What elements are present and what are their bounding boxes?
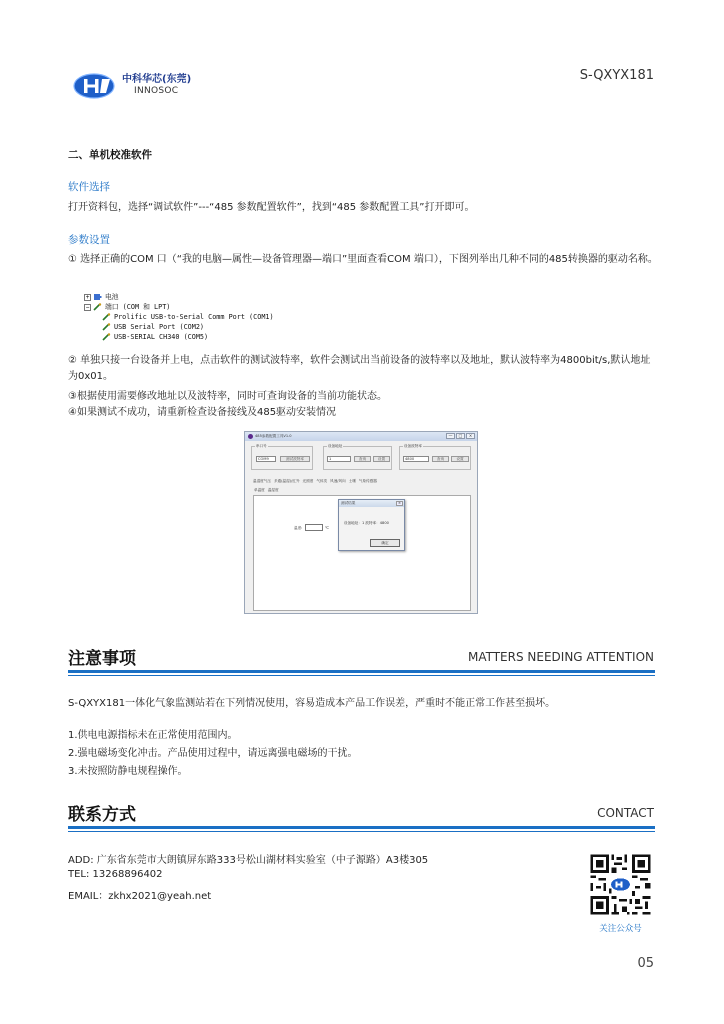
- contact-divider: [68, 826, 655, 832]
- company-logo: [72, 70, 191, 100]
- tab-content-panel: [253, 495, 471, 611]
- step-1-text: ① 选择正确的COM 口（“我的电脑—属性—设备管理器—端口”里面查看COM 端口），下图列举出几种不同的485转换器的驱动名称。: [68, 254, 658, 265]
- tree-label-com1: Prolific USB-to-Serial Comm Port (COM1): [114, 313, 274, 321]
- address-input: 1: [327, 456, 351, 462]
- tab-weather: 气象传感器: [358, 479, 377, 483]
- config-tool-screenshot: [244, 431, 478, 614]
- logo-english-name: INNOSOC: [134, 85, 179, 96]
- address-group-label: 设备地址: [328, 444, 343, 448]
- app-icon: [248, 434, 253, 439]
- baud-group: [399, 446, 471, 470]
- address-query-button: 查询: [354, 456, 371, 462]
- contact-tel: TEL: 13268896402: [68, 869, 163, 880]
- window-titlebar: [245, 432, 477, 441]
- dialog-ok-button: 确定: [370, 539, 400, 547]
- notice-title: 注意事项: [68, 649, 136, 669]
- section-title: 二、单机校准软件: [68, 149, 152, 161]
- battery-icon: [93, 293, 102, 301]
- logo-mark-icon: [72, 70, 118, 100]
- expand-icon: +: [85, 293, 90, 301]
- logo-chinese-name: 中科华芯(东莞): [122, 74, 192, 86]
- tab-multi-ir: 多通(温湿)/红外: [273, 479, 300, 483]
- address-set-button: 设置: [373, 456, 390, 462]
- tree-row-com2: [84, 322, 274, 332]
- maximize-icon: □: [456, 433, 465, 439]
- test-baud-button: 测试波特率: [280, 456, 310, 462]
- tree-label-com5: USB-SERIAL CH340 (COM5): [114, 333, 209, 341]
- contact-email[interactable]: EMAIL：zkhx2021@yeah.net: [68, 891, 212, 902]
- qr-caption: 关注公众号: [599, 924, 642, 934]
- baud-group-label: 设备波特率: [404, 444, 422, 448]
- serial-port-icon: [102, 333, 111, 341]
- tree-label-com2: USB Serial Port (COM2): [114, 323, 205, 331]
- notice-title-en: MATTERS NEEDING ATTENTION: [467, 650, 654, 664]
- tab-gas: 气体类: [316, 479, 328, 483]
- serial-port-icon: [102, 313, 111, 321]
- test-result-dialog: [338, 499, 405, 551]
- notice-divider: [68, 670, 655, 676]
- dialog-message: 设备地址：1 波特率：4800: [344, 521, 389, 525]
- software-heading: 软件选择: [68, 181, 110, 193]
- step-3-text: ③根据使用需要修改地址以及波特率，同时可查询设备的当前功能状态。: [68, 391, 387, 402]
- sub-tabs: [254, 488, 279, 493]
- contact-title: 联系方式: [68, 805, 136, 825]
- baud-set-button: 设置: [451, 456, 469, 462]
- minimize-icon: —: [446, 433, 455, 439]
- dialog-title: 测试结果: [339, 500, 404, 507]
- subtab-temp-humidity: 温湿度: [267, 488, 279, 492]
- tree-label-ports: 端口 (COM 和 LPT): [105, 303, 171, 311]
- port-icon: [93, 303, 102, 311]
- step-2-text: ② 单独只接一台设备并上电，点击软件的测试波特率，软件会测试出当前设备的波特率以及地址，默认波特率为4800bit/s,默认地址为0x01。: [68, 355, 651, 382]
- port-select: COM9: [256, 456, 276, 462]
- port-group-label: 串口号: [256, 444, 267, 448]
- window-title: 485参数配置工具V1.0: [255, 434, 292, 438]
- notice-intro: S-QXYX181一体化气象监测站若在下列情况使用，容易造成本产品工作误差，严重时不能正常工作甚至损坏。: [68, 698, 556, 709]
- tab-temp-humidity: 温湿度气压: [253, 479, 271, 483]
- baud-query-button: 查询: [432, 456, 449, 462]
- qr-code-icon: [588, 852, 653, 917]
- software-text: 打开资料包，选择“调试软件”---“485 参数配置软件”，找到“485 参数配置工具”打开即可。: [68, 202, 475, 213]
- contact-address: ADD: 广东省东莞市大朗镇屏东路333号松山湖材料实验室（中子源路）A3楼305: [68, 855, 429, 866]
- document-code: S-QXYX181: [579, 68, 654, 83]
- page-number: 05: [637, 956, 654, 971]
- notice-item-1: 1.供电电源指标未在正常使用范围内。: [68, 730, 238, 741]
- address-group: [323, 446, 392, 470]
- close-icon: ×: [466, 433, 475, 439]
- dialog-close-icon: ×: [397, 501, 401, 505]
- tab-illuminance: 光照度: [302, 479, 314, 483]
- notice-item-3: 3.未按照防静电规程操作。: [68, 766, 188, 777]
- tree-label-battery: 电池: [105, 293, 119, 301]
- sensor-tabs: [253, 479, 377, 484]
- step-4-text: ④如果测试不成功，请重新检查设备接线及485驱动安装情况: [68, 407, 337, 418]
- subtab-temperature: 单温度: [254, 488, 265, 492]
- temperature-label: 温度:: [294, 526, 303, 530]
- baud-input: 4800: [403, 456, 429, 462]
- port-group: [251, 446, 313, 470]
- tab-wind: 风速/风向: [330, 479, 346, 483]
- params-heading: 参数设置: [68, 234, 110, 246]
- tab-soil: 土壤: [348, 479, 356, 483]
- notice-item-2: 2.强电磁场变化冲击。产品使用过程中，请远离强电磁场的干扰。: [68, 748, 358, 759]
- temperature-field: [305, 524, 323, 531]
- tree-row-battery: [84, 292, 274, 302]
- serial-port-icon: [102, 323, 111, 331]
- window-controls: [446, 433, 475, 439]
- temperature-unit: ℃: [325, 526, 330, 530]
- contact-title-en: CONTACT: [597, 806, 654, 820]
- tree-row-com5: [84, 332, 274, 342]
- collapse-icon: −: [85, 303, 90, 311]
- tree-row-com1: [84, 312, 274, 322]
- tree-row-ports: [84, 302, 274, 312]
- device-manager-tree: [84, 292, 274, 342]
